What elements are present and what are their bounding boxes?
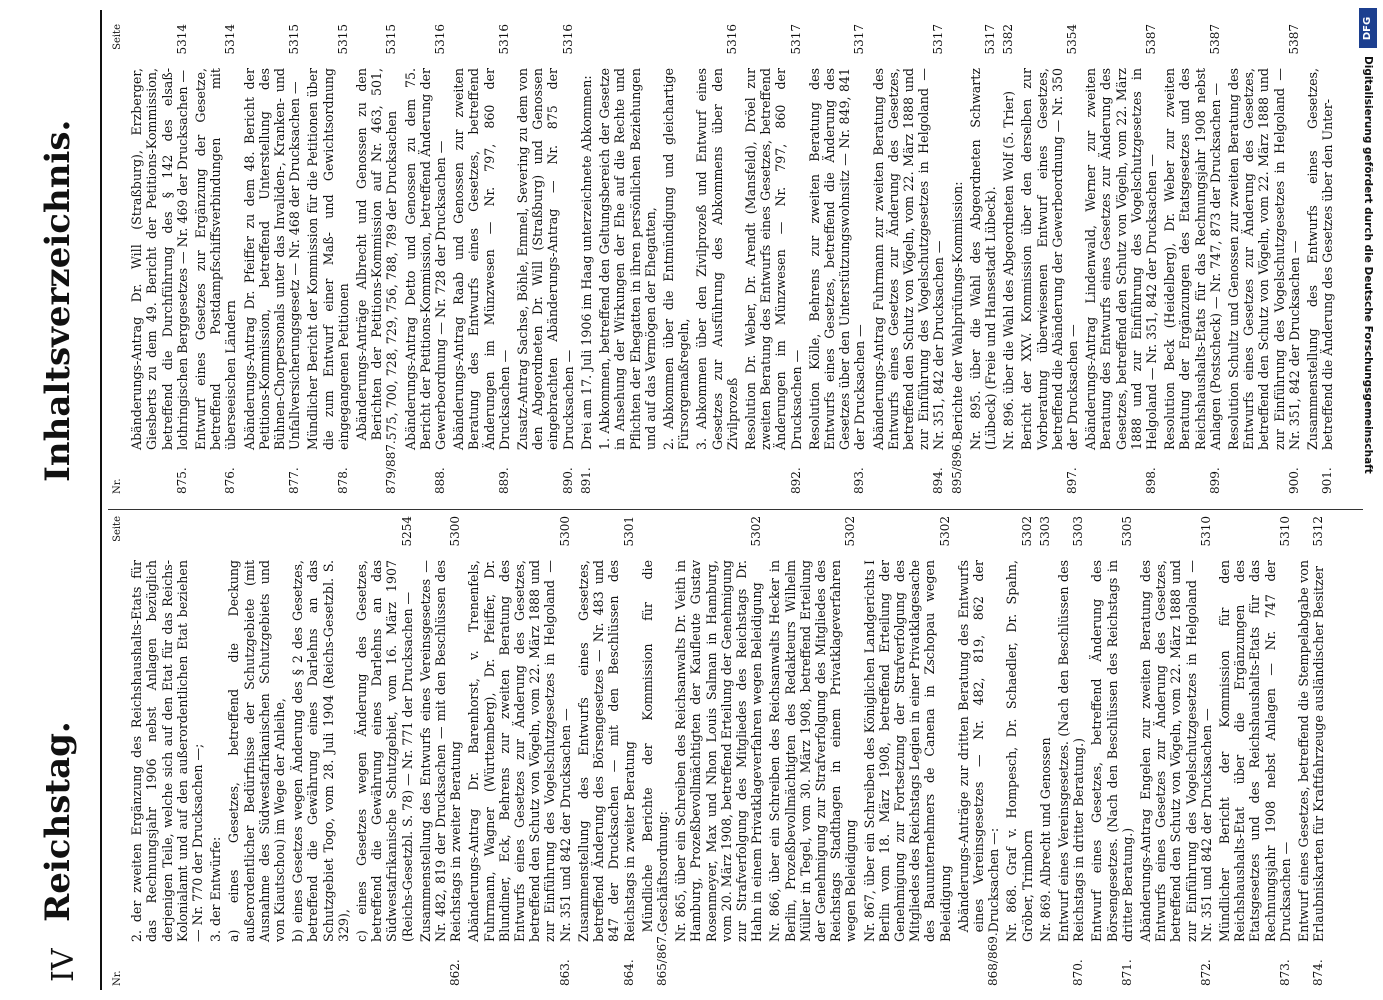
entry-number: 874.: [1311, 959, 1326, 986]
entry-text: a) eines Gesetzes, betreffend die Deckung außerordentlicher Bedürfnisse der Schutzgebiete (mit Ausnahme des Südwestafrikanischen Schutzgebiets und von Kiautschou) im Wege der Anleihe,: [226, 560, 288, 942]
entry-number: 893.: [852, 467, 867, 494]
entry-text: Zusammenstellung des Entwurfs eines Gesetzes, betreffend Änderung des Börsengesetzes — Nr. 483 und 847 der Drucksachen — mit den Beschlüssen des Reichstags in zweiter Beratung: [575, 560, 637, 942]
entry-text: Entwurf eines Vereinsgesetzes. (Nach den Beschlüssen des Reichstags in dritter Beratung.): [1055, 560, 1087, 942]
entry-text: Nr. 896. über die Wahl des Abgeordneten Wolf (5. Trier): [1001, 90, 1017, 450]
entry-text: Resolution Dr. Weber, Dr. Arendt (Mansfeld), Dröel zur zweiten Beratung des Entwurfs eines Gesetzes, betreffend Änderungen im Münzwesen — Nr. 797, 860 der Drucksachen —: [742, 68, 804, 450]
entry-page: 5314: [174, 24, 189, 55]
index-entry: [354, 516, 415, 986]
entry-number: 891.: [578, 467, 593, 494]
index-entry: [354, 24, 400, 494]
entry-text: Abänderungs-Antrag Raab und Genossen zur zweiten Beratung des Entwurfs eines Gesetzes, betreffend Änderungen im Münzwesen — Nr. 797, 860 der Drucksachen —: [451, 68, 512, 450]
entry-text: Zusatz-Antrag Sachse, Böhle, Emmel, Severing zu dem von den Abgeordneten Dr. Will (Straßburg) und Genossen eingebrachten Abänderungs-Antrag — Nr. 875 der Drucksachen —: [515, 68, 576, 450]
dfg-badge: DFG: [1362, 16, 1374, 40]
entry-text: Resolution Schultz und Genossen zur zweiten Beratung des Entwurfs eines Gesetzes zur Änderung des Gesetzes, betreffend den Schutz von Vögeln, vom 22. März 1888 und zur Einführung des Vogelschutzgesetzes in Helgoland — Nr. 351, 842 der Drucksachen —: [1226, 68, 1302, 450]
index-entry: [193, 24, 239, 494]
entry-number: 888.: [433, 467, 448, 494]
entry-page: 5316: [433, 24, 448, 55]
entry-text: b) eines Gesetzes wegen Änderung des § 2 des Gesetzes, betreffend die Gewährung eines Darlehns an das Schutzgebiet Togo, vom 28. Juli 1904 (Reichs-Gesetzbl. S. 329),: [290, 560, 351, 942]
header-title-right: Inhaltsverzeichnis.: [38, 119, 78, 482]
entry-text: Abänderungs-Antrag Dr. Barenhorst, v. Trenenfels, Fuhrmann, Wagner (Württemberg), Dr. Pfeiffer, Dr. Blundiner, Eck, Behrens zur zweiten Beratung des Entwurfs eines Gesetzes zur Änderung des Gesetzes, betreffend den Schutz von Vögeln, vom 22. März 1888 und zur Einführung des Vogelschutzgesetzes in Helgoland — Nr. 351 und 842 der Drucksachen —: [466, 560, 573, 942]
index-entry: [597, 24, 658, 494]
index-entry: [968, 24, 998, 494]
index-entry: [1226, 24, 1302, 494]
entry-page: 5303: [1037, 516, 1052, 547]
entry-text: Entwurf eines Gesetzes, betreffend Änderung des Börsengesetzes. (Nach den Beschlüssen des Reichstags in dritter Beratung.): [1089, 560, 1135, 942]
index-entry: [1083, 24, 1159, 494]
entry-text: c) eines Gesetzes wegen Änderung des Gesetzes, betreffend die Gewährung eines Darlehns an das Südwestafrikanische Schutzgebiet, vom 16. März 1907 (Reichs-Gesetzbl. S. 78) — Nr. 771 der Drucksachen —: [354, 560, 415, 942]
index-entry: [673, 516, 764, 986]
entry-text: Entwurf eines Gesetzes, betreffend die Stempelabgabe von Erlaubniskarten für Kraftfahrzeuge ausländischer Besitzer: [1296, 560, 1327, 942]
entry-page: 5387: [1207, 24, 1222, 55]
entry-text: Resolution Beck (Heidelberg), Dr. Weber zur zweiten Beratung der Ergänzungen des Etatsgesetzes und des Reichshaushalts-Etats für das Rechnungsjahr 1908 nebst Anlagen (Postscheck) — Nr. 747, 873 der Drucksachen —: [1162, 68, 1223, 450]
index-entry: [694, 24, 740, 494]
index-entry: [1217, 516, 1293, 986]
entry-text: Nr. 866, über ein Schreiben des Reichsanwalts Hecker in Berlin, Prozeßbevollmächtigten des Redakteurs Wilhelm Müller in Tegel, vom 30. März 1908, betreffend Erteilung der Genehmigung zur Strafverfolgung des Mitgliedes des Reichstags Stadthagen in einem Privatklageverfahren wegen Beleidigung: [767, 560, 859, 942]
entry-text: Entwurf eines Gesetzes zur Ergänzung der Gesetze, betreffend Postdampfschiffsverbindungen mit überseeischen Ländern: [193, 68, 239, 450]
entry-page: 5305: [1119, 516, 1134, 547]
entry-text: Abänderungs-Antrag Lindenwald, Werner zur zweiten Beratung des Entwurfs eines Gesetzes zur Änderung des Gesetzes, betreffend den Schutz von Vögeln, vom 22. März 1888 und zur Einführung des Vogelschutzgesetzes in Helgoland — Nr. 351, 842 der Drucksachen —: [1083, 68, 1159, 450]
entry-page: 5302: [937, 516, 952, 547]
entry-number: 900.: [1286, 467, 1301, 494]
entry-text: 2. der zweiten Ergänzung des Reichshaushalts-Etats für das Rechnungsjahr 1906 nebst Anlagen bezüglich derjenigen Teile, welche sich auf den Etat für das Reichs-Kolonialamt und auf den außerordentlichen Etat beziehen — Nr. 770 der Drucksachen —;: [129, 560, 206, 942]
index-entry: [242, 24, 303, 494]
entry-text: Bericht der XXV. Kommission über den derselben zur Vorberatung überwiesenen Entwurf eines Gesetzes, betreffend die Abänderung der Gewerbeordnung — Nr. 350 der Drucksachen —: [1019, 68, 1080, 450]
entry-page: 5317: [852, 24, 867, 55]
entry-page: 5254: [399, 516, 414, 547]
index-entry: [956, 516, 1002, 986]
index-entry: [290, 516, 351, 986]
index-entry: [1138, 516, 1214, 986]
entry-page: 5382: [1001, 24, 1016, 55]
entry-page: 5302: [1019, 516, 1034, 547]
entry-number: 864.: [621, 959, 636, 986]
entry-page: 5316: [560, 24, 575, 55]
right-column-head: [110, 24, 125, 494]
right-column: [110, 24, 1338, 494]
column-head-nr: Nr.: [112, 970, 123, 986]
column-divider: [108, 509, 1363, 510]
entry-number: 872.: [1198, 959, 1213, 986]
entry-text: Abänderungs-Antrag Dr. Will (Straßburg), Erzberger, Giesberts zu dem 49. Bericht der Petitions-Kommission, betreffend die Durchführung des § 142 des elsaß-lothringischen Berggesetzes — Nr. 469 der Drucksachen —: [129, 68, 190, 450]
entry-number: 877.: [287, 467, 302, 494]
left-column-head: [110, 516, 125, 986]
index-entry: [1019, 24, 1080, 494]
entry-text: Mündlicher Bericht der Kommission für den Reichshaushalts-Etat über die Ergänzungen des Etatsgesetzes und des Reichshaushalts-Etats für das Rechnungsjahr 1908 nebst Anlagen — Nr. 747 der Drucksachen —: [1217, 560, 1293, 942]
index-entry: [1004, 516, 1034, 986]
entry-number: 897.: [1064, 467, 1079, 494]
index-entry: [1305, 24, 1335, 494]
entry-number: 899.: [1207, 467, 1222, 494]
entry-number: 889.: [496, 467, 511, 494]
entry-number: 892.: [788, 467, 803, 494]
entry-number: 894.: [931, 467, 946, 494]
index-entry: [403, 24, 449, 494]
entry-text: Abänderungs-Antrag Engelen zur zweiten Beratung des Entwurfs eines Gesetzes zur Änderung des Gesetzes, betreffend den Schutz von Vögeln, vom 22. März 1888 und zur Einführung des Vogelschutzgesetzes in Helgoland — Nr. 351 und 842 der Drucksachen —: [1138, 560, 1214, 942]
index-entry: [1162, 24, 1223, 494]
entry-page: 5316: [496, 24, 511, 55]
entry-page: 5387: [1144, 24, 1158, 55]
entry-text: Nr. 868. Graf v. Hompesch, Dr. Schaedler, Dr. Spahn, Gröber, Trimborn: [1004, 560, 1035, 942]
entry-page: 5310: [1277, 516, 1292, 547]
entry-text: Abänderungs-Antrag Detto und Genossen zu dem 75. Bericht der Petitions-Kommission, betreffend Änderung der Gewerbeordnung — Nr. 728 der Drucksachen —: [402, 68, 449, 450]
entry-page: 5317: [931, 24, 946, 55]
dfg-logo: [1359, 8, 1377, 48]
credit-text: Digitalisierung gefördert durch die Deutsche Forschungsgemeinschaft: [1362, 56, 1374, 474]
entry-text: 3. Abkommen über den Zivilprozeß und Entwurf eines Gesetzes zur Ausführung des Abkommens über den Zivilprozeß: [694, 68, 740, 450]
entry-number: 870.: [1071, 959, 1086, 986]
index-entry: [208, 516, 223, 986]
index-entry: [129, 516, 205, 986]
column-head-nr: Nr.: [112, 478, 123, 494]
entry-page: 5314: [223, 24, 238, 55]
index-entry: [661, 24, 691, 494]
entry-page: 5310: [1198, 516, 1213, 547]
entry-number: 863.: [557, 959, 572, 986]
entry-page: 5315: [384, 24, 399, 55]
header-rule: [100, 10, 102, 990]
entry-page: 5312: [1311, 516, 1326, 547]
index-entry: [576, 516, 637, 986]
entry-text: Drei am 17. Juli 1906 im Haag unterzeichnete Abkommen:: [578, 75, 594, 450]
index-entry: [129, 24, 190, 494]
entry-page: 5387: [1286, 24, 1301, 55]
entry-number: 878.: [335, 467, 350, 494]
column-head-seite: Seite: [112, 24, 123, 50]
entry-text: Zusammenstellung des Entwurfs eines Vereinsgesetzes — Nr. 482, 819 der Drucksachen — mit den Beschlüssen des Reichstags in zweiter Beratung: [417, 560, 464, 942]
index-entry: [871, 24, 947, 494]
index-entry: [418, 516, 464, 986]
entry-text: Resolution Kölle, Behrens zur zweiten Beratung des Entwurfs eines Gesetzes, betreffend die Änderung des Gesetzes über den Unterstützungswohnsitz — Nr. 849, 841 der Drucksachen —: [806, 68, 868, 450]
entry-page: 5302: [749, 516, 764, 547]
header-title-left: Reichstag.: [38, 721, 78, 922]
entry-text: 1. Abkommen, betreffend den Geltungsbereich der Gesetze in Ansehung der Wirkungen der Ehe auf die Rechte und Pflichten der Ehegatten in ihren persönlichen Beziehungen und auf das Vermögen der Ehegatten,: [597, 68, 658, 450]
page-number: IV: [46, 948, 81, 982]
left-column: [110, 516, 1329, 986]
entry-text: 3. der Entwürfe:: [208, 836, 224, 942]
credit-strip: [1359, 56, 1377, 992]
index-entry: [743, 24, 804, 494]
entry-page: 5316: [724, 24, 739, 55]
index-entry: [1296, 516, 1326, 986]
index-entry: [451, 24, 512, 494]
index-entry: [640, 516, 670, 986]
entry-page: 5303: [1071, 516, 1086, 547]
entry-text: Nr. 867, über ein Schreiben des Königlichen Landgerichts I Berlin vom 18. März 1908, betreffend Erteilung der Genehmigung zur Fortsetzung der Strafverfolgung des Mitgliedes des Reichstags Legien in einer Privatklagesache des Bauunternehmers de Canena in Zschopau wegen Beleidigung: [861, 560, 953, 942]
entry-number: 879/887.: [384, 440, 399, 494]
index-entry: [226, 516, 287, 986]
entry-number: 876.: [223, 467, 238, 494]
entry-number: 898.: [1144, 467, 1158, 494]
index-entry: [305, 24, 351, 494]
entry-page: 5317: [788, 24, 803, 55]
entry-page: 5315: [287, 24, 302, 55]
index-entry: [950, 24, 965, 494]
index-entry: [807, 24, 868, 494]
entry-text: Abänderungs-Antrag Dr. Pfeiffer zu dem 48. Bericht der Petitions-Kommission, betreffend Unterstellung des Bühnen-Chorpersonals unter das Invaliden-, Kranken- und Unfallversicherungsgesetz — Nr. 468 der Drucksachen —: [241, 68, 303, 450]
column-head-seite: Seite: [112, 516, 123, 542]
entry-number: 865/867.: [654, 932, 669, 986]
entry-text: Mündlicher Bericht der Kommission für die Petitionen über die zum Entwurf einer Maß- und Gewichtsordnung eingegangenen Petitionen: [305, 68, 351, 450]
entry-number: 901.: [1320, 467, 1335, 494]
entry-page: 5301: [621, 516, 636, 547]
index-entry: [579, 24, 594, 494]
entry-page: 5315: [335, 24, 350, 55]
index-entry: [1001, 24, 1016, 494]
entry-text: Abänderungs-Anträge zur dritten Beratung des Entwurfs eines Vereinsgesetzes — Nr. 482, 819, 862 der Drucksachen —:: [955, 560, 1002, 933]
entry-page: 5302: [843, 516, 858, 547]
entry-page: 5317: [982, 24, 997, 55]
entry-number: 875.: [174, 467, 189, 494]
entry-text: Nr. 895. über die Wahl des Abgeordneten Schwartz (Lübeck) (Freie und Hansestadt Lübeck).: [967, 68, 998, 450]
entry-text: Zusammenstellung des Entwurfs eines Gesetzes, betreffend die Änderung des Gesetzes über den Unter-: [1305, 68, 1336, 450]
page-header: [38, 20, 98, 982]
entry-number: 895/896.: [949, 440, 964, 494]
entry-number: 890.: [560, 467, 575, 494]
index-entry: [1089, 516, 1135, 986]
index-entry: [515, 24, 576, 494]
index-entry: [862, 516, 953, 986]
entry-number: 862.: [448, 959, 463, 986]
index-entry: [1056, 516, 1086, 986]
entry-text: Berichte der Wahlprüfungs-Kommission:: [949, 181, 965, 441]
entry-number: 873.: [1277, 959, 1292, 986]
entry-text: Nr. 865, über ein Schreiben des Reichsanwalts Dr. Veith in Hamburg, Prozeßbevollmächtigten der Kaufleute Gustav Rosenmeyer, Max und Nhon Louis Salman in Hamburg, vom 20. März 1908, betreffend Erteilung der Genehmigung zur Strafverfolgung des Mitgliedes des Reichstags Dr. Hahn in einem Privatklageverfahren wegen Beleidigung: [673, 560, 765, 942]
entry-page: 5354: [1064, 24, 1079, 55]
index-entry: [466, 516, 572, 986]
index-entry: [1038, 516, 1053, 986]
entry-text: Abänderungs-Antrag Fuhrmann zur zweiten Beratung des Entwurfs eines Gesetzes zur Änderung des Gesetzes, betreffend den Schutz von Vögeln, vom 22. März 1888 und zur Einführung des Vogelschutzgesetzes in Helgoland — Nr. 351, 842 der Drucksachen —: [870, 68, 947, 450]
entry-number: 868/869.: [986, 932, 1001, 986]
entry-number: 871.: [1119, 959, 1134, 986]
entry-text: Nr. 869. Albrecht und Genossen: [1037, 737, 1053, 942]
entry-page: 5300: [557, 516, 572, 547]
sidebar: [1359, 8, 1377, 992]
entry-page: 5300: [448, 516, 463, 547]
entry-text: Abänderungs-Anträge Albrecht und Genossen zu den Berichten der Petitions-Kommission auf Nr. 463, 501, 575, 700, 728, 729, 756, 788, 789 der Drucksachen: [354, 68, 400, 441]
entry-text: Mündliche Berichte der Kommission für die Geschäftsordnung:: [639, 560, 670, 933]
index-entry: [767, 516, 858, 986]
entry-text: 2. Abkommen über die Entmündigung und gleichartige Fürsorgemaßregeln,: [660, 68, 692, 450]
